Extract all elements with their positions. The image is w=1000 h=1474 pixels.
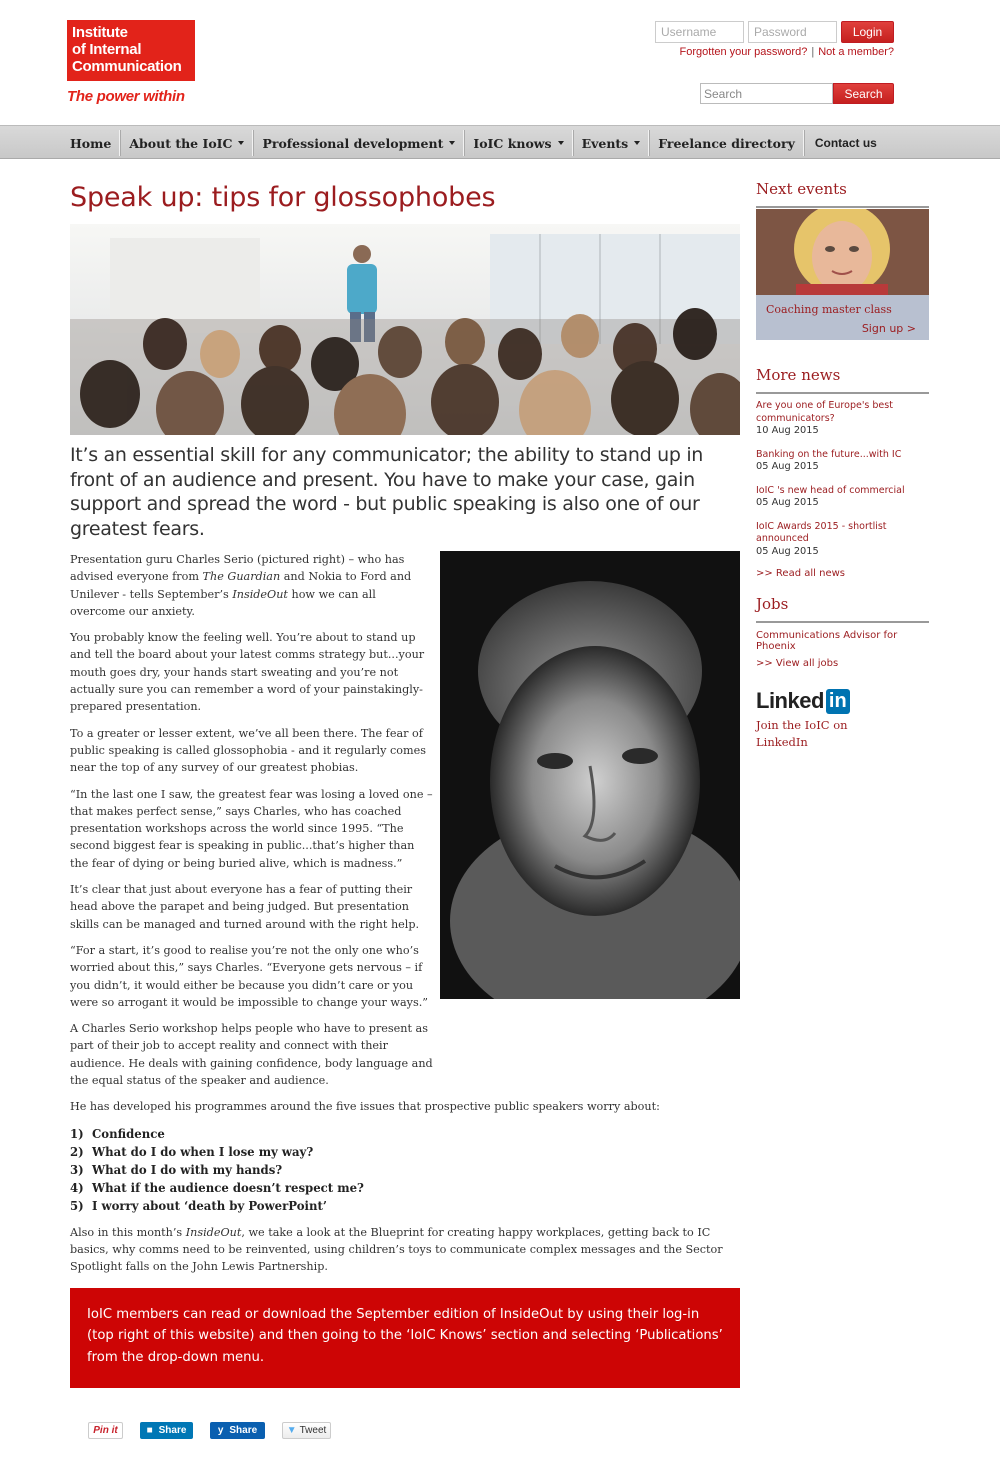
text: , we take a look at the Blueprint for creating happy workplaces, getting back to IC basics, why comms need to be reinvented, using children’s toys to communicate complex messages and the Sector Spotlight falls on the John Lewis Partnership.: [70, 1225, 723, 1274]
caret-down-icon: [558, 141, 564, 145]
text: A Charles Serio workshop helps people who have to present as part of their job to accept reality and connect with their audience. He deals with gaining confidence, body language and the equal status of the speaker and audience.: [70, 1022, 433, 1088]
share-bar: [88, 1422, 740, 1439]
nav-item-about[interactable]: [121, 130, 253, 156]
logo-line-3: Communication: [72, 58, 182, 75]
share-label: Tweet: [299, 1424, 327, 1436]
logo-mark: [67, 20, 195, 81]
jobs-heading: Jobs: [756, 595, 929, 623]
search-button[interactable]: Search: [833, 83, 894, 104]
nav-label: Home: [70, 135, 112, 151]
news-item[interactable]: [756, 449, 929, 474]
logo-line-2: of Internal: [72, 41, 142, 58]
linkedin-join-link[interactable]: Join the IoIC on LinkedIn: [756, 718, 848, 749]
logo-tagline: The power within: [67, 88, 185, 105]
yammer-icon: y: [217, 1424, 224, 1436]
publication-name: InsideOut: [232, 587, 288, 601]
login-form: [655, 21, 894, 43]
nav-label: About the IoIC: [129, 135, 233, 151]
list-item: [70, 1143, 740, 1161]
list-item: [70, 1161, 740, 1179]
news-title: IoIC Awards 2015 - shortlist announced: [756, 520, 887, 544]
news-item[interactable]: [756, 400, 929, 438]
view-all-jobs-link[interactable]: >> View all jobs: [756, 658, 839, 669]
hero-image-presentation: [70, 224, 740, 435]
news-title: Are you one of Europe's best communicators?: [756, 400, 893, 424]
read-all-news-link[interactable]: >> Read all news: [756, 568, 845, 579]
search-form: [700, 83, 894, 104]
nav-item-home[interactable]: [62, 130, 120, 156]
paragraph: He has developed his programmes around the five issues that prospective public speakers worry about:: [70, 1100, 660, 1114]
event-card[interactable]: [756, 209, 929, 340]
login-links-separator: |: [811, 46, 815, 58]
list-number: 3): [70, 1162, 84, 1177]
portrait-image-charles-serio: [440, 551, 740, 999]
nav-item-contact[interactable]: [807, 130, 885, 156]
paragraph: To a greater or lesser extent, we’ve all been there. The fear of public speaking is called glossophobia - and it regularly comes near the top of any survey of our greatest phobias.: [70, 726, 426, 775]
list-number: 5): [70, 1198, 84, 1213]
next-events-heading: Next events: [756, 180, 929, 208]
linkedin-logo[interactable]: [756, 688, 929, 714]
nav-label: Contact us: [814, 136, 877, 150]
paragraph: [70, 1020, 740, 1089]
article-body: [70, 551, 740, 1276]
list-item: [70, 1179, 740, 1197]
ioic-logo[interactable]: [67, 20, 195, 105]
nav-label: Professional development: [262, 135, 444, 151]
presentation-photo: [70, 224, 740, 435]
nav-item-professional-development[interactable]: [254, 130, 464, 156]
list-item: [70, 1197, 740, 1215]
publication-name: InsideOut: [185, 1225, 242, 1239]
yammer-share-button[interactable]: [210, 1422, 265, 1439]
event-image: [756, 209, 929, 295]
news-list: [756, 400, 929, 579]
list-number: 4): [70, 1180, 84, 1195]
text: and Nokia to Ford and Unilever - tells September’s: [70, 570, 412, 601]
caret-down-icon: [449, 141, 455, 145]
list-text: I worry about ‘death by PowerPoint’: [92, 1198, 327, 1213]
share-label: Share: [229, 1424, 258, 1436]
article-intro: It’s an essential skill for any communicator; the ability to stand up in front of an audience and present. You have to make your case, gain support and spread the word - but public speaking is also one of our greatest fears.: [70, 444, 704, 540]
not-member-link[interactable]: Not a member?: [818, 46, 894, 58]
login-links: [680, 46, 894, 58]
paragraph: “For a start, it’s good to realise you’re not the only one who’s worried about this,” says Charles. “Everyone gets nervous – if you didn’t, it would either be because you didn’t care or you were so arrogant it would be impossible to change your ways.”: [70, 943, 429, 1009]
paragraph: [70, 551, 434, 620]
paragraph: You probably know the feeling well. You’re about to stand up and tell the board about your latest comms strategy but...your mouth goes dry, your hands start sweating and you’re not actually sure you can remember a word of your painstakingly-prepared presentation.: [70, 631, 425, 714]
more-news-heading: More news: [756, 366, 929, 394]
news-item[interactable]: [756, 521, 929, 559]
paragraph: [70, 1224, 740, 1276]
linkedin-share-button[interactable]: [140, 1422, 193, 1439]
nav-label: Freelance directory: [658, 135, 795, 151]
paragraph: It’s clear that just about everyone has a fear of putting their head above the parapet and being judged. But presentation skills can be managed and turned around with the right help.: [70, 883, 420, 931]
nav-item-ioic-knows[interactable]: [465, 130, 572, 156]
publication-name: The Guardian: [202, 570, 281, 584]
list-item: [70, 1125, 740, 1143]
worry-list: [70, 1125, 740, 1215]
news-item[interactable]: [756, 485, 929, 510]
twitter-icon: ▼: [286, 1424, 297, 1436]
article: [70, 180, 740, 1439]
paragraph: “In the last one I saw, the greatest fear was losing a loved one – that makes perfect sense,” says Charles, who has coached presentation workshops across the world since 1995. “The second biggest fear is speaking in public...that’s higher than the fear of dying or being buried alive, which is madness.”: [70, 787, 433, 870]
tweet-button[interactable]: [282, 1422, 331, 1439]
text: Also in this month’s: [70, 1225, 186, 1239]
nav-label: IoIC knows: [473, 135, 552, 151]
list-number: 1): [70, 1126, 84, 1141]
nav-item-freelance-directory[interactable]: [650, 130, 804, 156]
caret-down-icon: [238, 141, 244, 145]
event-photo: [756, 209, 929, 295]
pinterest-button[interactable]: Pin it: [88, 1422, 123, 1439]
share-label: Share: [158, 1424, 187, 1436]
news-title: IoIC 's new head of commercial: [756, 484, 905, 496]
linkedin-wordmark: Linked: [756, 688, 824, 713]
portrait-photo: [440, 551, 740, 999]
login-button[interactable]: Login: [841, 21, 894, 43]
job-link[interactable]: Communications Advisor for Phoenix: [756, 630, 898, 652]
search-input[interactable]: [700, 83, 833, 104]
logo-line-1: Institute: [72, 24, 128, 41]
password-input[interactable]: [748, 21, 837, 43]
list-number: 2): [70, 1144, 84, 1159]
nav-item-events[interactable]: [574, 130, 650, 156]
caret-down-icon: [634, 141, 640, 145]
article-title: Speak up: tips for glossophobes: [70, 182, 496, 213]
linkedin-in-icon: in: [826, 689, 850, 714]
news-date: 05 Aug 2015: [756, 461, 819, 472]
news-date: 10 Aug 2015: [756, 425, 819, 436]
text: how we can all overcome our anxiety.: [70, 587, 376, 618]
list-text: What do I do with my hands?: [92, 1162, 283, 1177]
event-signup-link[interactable]: Sign up >: [861, 322, 916, 335]
main-nav: [0, 125, 1000, 159]
text: Presentation guru Charles Serio (pictured right) – who has advised everyone from: [70, 553, 405, 584]
forgot-password-link[interactable]: Forgotten your password?: [679, 46, 808, 58]
nav-label: Events: [581, 135, 629, 151]
list-text: What if the audience doesn’t respect me?: [92, 1180, 364, 1195]
news-title: Banking on the future...with IC: [756, 448, 902, 460]
list-text: Confidence: [92, 1126, 165, 1141]
members-callout: IoIC members can read or download the September edition of InsideOut by using their log-in (top right of this website) and then going to the ‘IoIC Knows’ section and selecting ‘Publications’ from the drop-down menu.: [70, 1288, 740, 1388]
sidebar: [756, 180, 929, 751]
linkedin-icon: ■: [146, 1424, 153, 1436]
list-text: What do I do when I lose my way?: [92, 1144, 314, 1159]
event-title: Coaching master class: [766, 303, 892, 316]
username-input[interactable]: [655, 21, 744, 43]
news-date: 05 Aug 2015: [756, 497, 819, 508]
news-date: 05 Aug 2015: [756, 545, 819, 557]
